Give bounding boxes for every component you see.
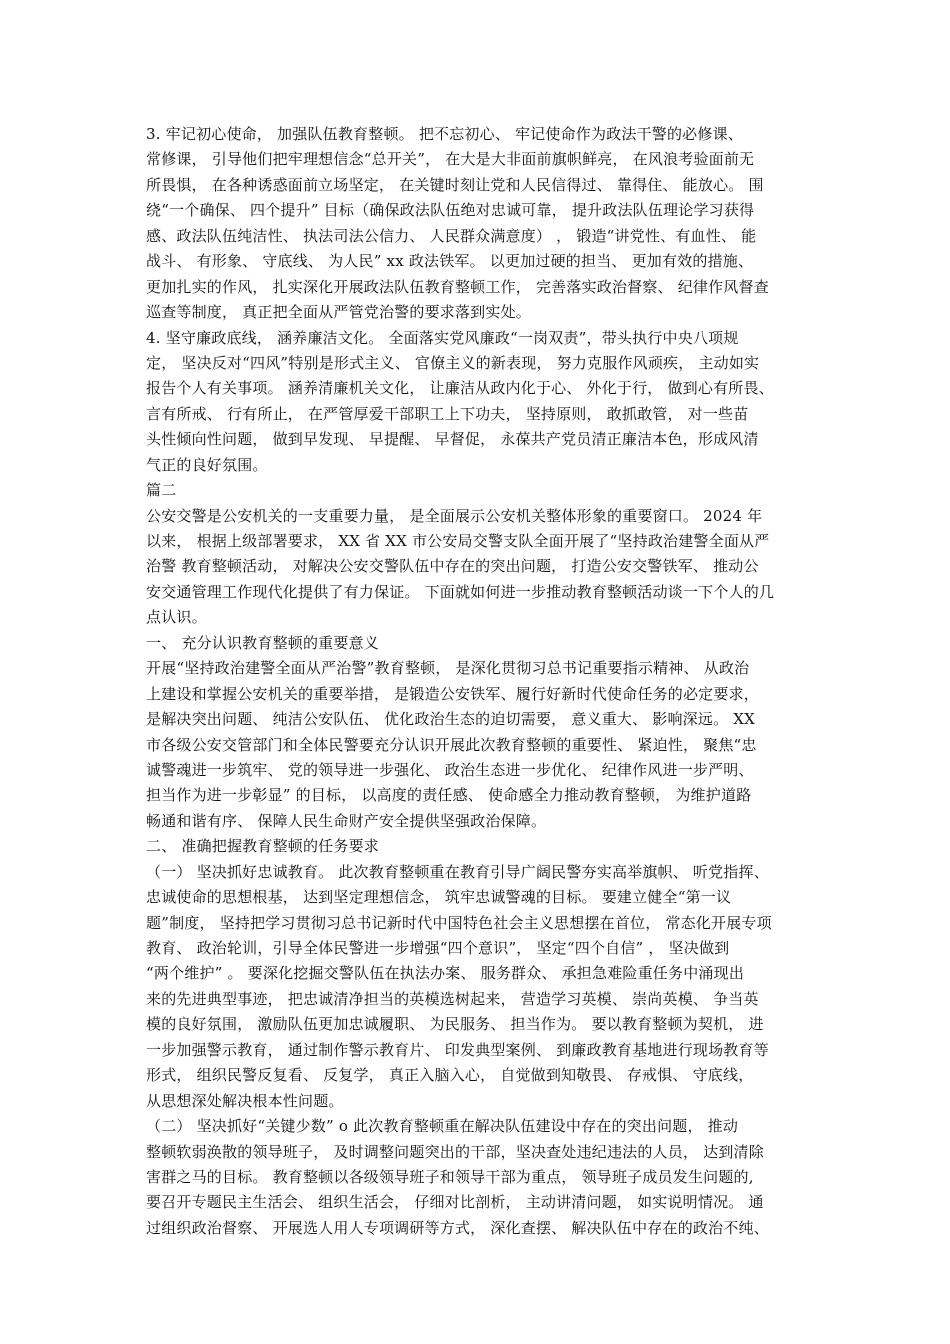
text-line: 形式， 组织民警反复看、 反复学， 真正入脑入心， 自觉做到知敬畏、 存戒惧、 守底线， (146, 1066, 754, 1085)
text-line: 害群之马的目标。 教育整顿以各级领导班子和领导干部为重点， 领导班子成员发生问题的, (146, 1167, 754, 1186)
text-line: 绕“一个确保、 四个提升” 目标（确保政法队伍绝对忠诚可靠， 提升政法队伍理论学习获得 (146, 201, 755, 220)
text-line: 题”制度， 坚持把学习贯彻习总书记新时代中国特色社会主义思想摆在首位， 常态化开展专项 (146, 913, 772, 932)
section-heading: 一、 充分认识教育整顿的重要意义 (146, 633, 379, 652)
text-line: 所畏惧， 在各种诱惑面前立场坚定， 在关键时刻让党和人民信得过、 靠得住、 能放心。 围 (146, 175, 764, 194)
text-line: 气正的良好氛围。 (146, 455, 268, 474)
text-line: （二） 坚决抓好“关键少数” o 此次教育整顿重在解决队伍建设中存在的突出问题， 推动 (146, 1117, 739, 1136)
text-line: 要召开专题民主生活会、 组织生活会， 仔细对比剖析， 主动讲清问题， 如实说明情况。 通 (146, 1193, 764, 1212)
section-heading: 篇二 (146, 481, 177, 500)
text-line: 安交通管理工作现代化提供了有力保证。 下面就如何进一步推动教育整顿活动谈一下个人的几 (146, 582, 775, 601)
section-heading: 二、 准确把握教育整顿的任务要求 (146, 837, 379, 856)
text-line: 感、政法队伍纯洁性、 执法司法公信力、 人民群众满意度） ， 锻造“讲党性、有血性、 能 (146, 226, 757, 245)
text-line: 从思想深处解决根本性问题。 (146, 1091, 344, 1110)
text-line: 是解决突出问题、 纯洁公安队伍、 优化政治生态的迫切需要， 意义重大、 影响深远。 XX (146, 710, 756, 729)
text-line: 市各级公安交管部门和全体民警要充分认识开展此次教育整顿的重要性、 紧迫性， 聚焦“忠 (146, 735, 757, 754)
text-line: “两个维护” 。 要深化挖掘交警队伍在执法办案、 服务群众、 承担急难险重任务中涌现出 (146, 964, 745, 983)
text-line: （一） 坚决抓好忠诚教育。 此次教育整顿重在教育引导广阔民警夯实高举旗帜、 听党指挥、 (146, 862, 769, 881)
text-line: 更加扎实的作风， 扎实深化开展政法队伍教育整顿工作， 完善落实政治督察、 纪律作风督查 (146, 277, 769, 296)
text-line: 模的良好氛围， 激励队伍更加忠诚履职、 为民服务、 担当作为。 要以教育整顿为契机， 进 (146, 1015, 764, 1034)
text-line: 巡查等制度， 真正把全面从严管党治警的要求落到实处。 (146, 303, 531, 322)
text-line: 忠诚使命的思想根基， 达到坚定理想信念， 筑牢忠诚警魂的目标。 要建立健全“第一议 (146, 888, 732, 907)
text-line: 诚警魂进一步筑牢、 党的领导进一步强化、 政治生态进一步优化、 纪律作风进一步严明、 (146, 760, 754, 779)
text-line: 担当作为进一步彰显” 的目标， 以高度的责任感、 使命感全力推动教育整顿， 为维护道路 (146, 786, 752, 805)
text-line: 教育、 政治轮训，引导全体民警进一步增强“四个意识”， 坚定“四个自信” ， 坚决做到 (146, 939, 730, 957)
text-line: 一步加强警示教育， 通过制作警示教育片、 印发典型案例、 到廉政教育基地进行现场教育等 (146, 1040, 769, 1059)
text-line: 定， 坚决反对“四风”特别是形式主义、 官僚主义的新表现， 努力克服作风顽疾， 主动如实 (146, 353, 760, 372)
text-line: 4. 坚守廉政底线， 涵养廉洁文化。 全面落实党风廉政“一岗双责”，带头执行中央八项规 (146, 328, 739, 347)
text-line: 以来， 根据上级部署要求， XX 省 XX 市公安局交警支队全面开展了“坚持政治建警全面从严 (146, 532, 770, 550)
text-line: 3. 牢记初心使命， 加强队伍教育整顿。 把不忘初心、 牢记使命作为政法干警的必修课、 (146, 125, 743, 143)
text-line: 治警 教育整顿活动， 对解决公安交警队伍中存在的突出问题， 打造公安交警铁军、 推动公 (146, 557, 759, 576)
text-line: 公安交警是公安机关的一支重要力量， 是全面展示公安机关整体形象的重要窗口。 2024 年 (146, 506, 763, 525)
text-line: 报告个人有关事项。 涵养清廉机关文化， 让廉洁从政内化于心、 外化于行， 做到心有所畏、 (146, 379, 774, 398)
text-line: 头性倾向性问题， 做到早发现、 早提醒、 早督促， 永葆共产党员清正廉洁本色，形成风清 (146, 430, 759, 449)
text-line: 战斗、 有形象、 守底线、 为人民” xx 政法铁军。 以更加过硬的担当、 更加有效的措施、 (146, 252, 754, 271)
document-body (146, 122, 814, 1241)
text-line: 言有所戒、 行有所止， 在严管厚爱干部职工上下功夫， 坚持原则， 敢抓敢管， 对一些苗 (146, 404, 749, 423)
text-line: 常修课， 引导他们把牢理想信念“总开关”， 在大是大非面前旗帜鲜亮， 在风浪考验面前无 (146, 150, 755, 169)
text-line: 整顿软弱涣散的领导班子， 及时调整问题突出的干部，坚决查处违纪违法的人员， 达到清除 (146, 1142, 764, 1161)
text-line: 来的先进典型事迹， 把忠诚清净担当的英模选树起来， 营造学习英模、 崇尚英模、 争当英 (146, 989, 759, 1008)
text-line: 上建设和掌握公安机关的重要举措， 是锻造公安铁军、履行好新时代使命任务的必定要求， (146, 684, 759, 703)
text-line: 开展“坚持政治建警全面从严治警”教育整顿， 是深化贯彻习总书记重要指示精神、 从政治 (146, 659, 750, 678)
text-line: 畅通和谐有序、 保障人民生命财产安全提供坚强政治保障。 (146, 811, 547, 830)
text-line: 点认识。 (146, 608, 207, 627)
text-line: 过组织政治督察、 开展选人用人专项调研等方式， 深化查摆、 解决队伍中存在的政治不纯、 (146, 1218, 769, 1237)
